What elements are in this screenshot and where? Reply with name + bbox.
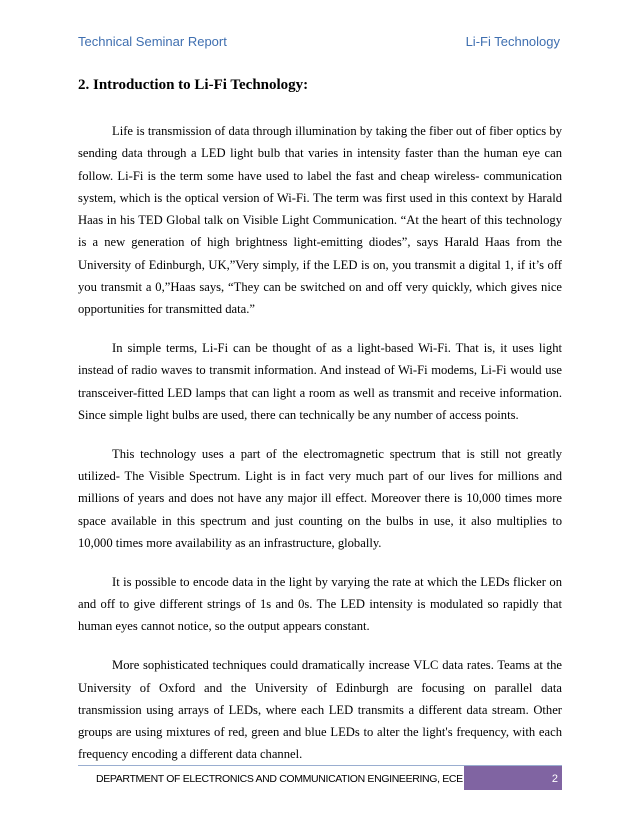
paragraph: Life is transmission of data through illumination by taking the fiber out of fiber optics by sending data through a LED light bulb that varies in intensity faster than the human eye can follow. Li-Fi is the term some have used to label the fast and cheap wireless- communication system, which is the optical version of Wi-Fi. The term was first used in this context by Harald Haas in his TED Global talk on Visible Light Communication. “At the heart of this technology is a new generation of high brightness light-emitting diodes”, says Harald Haas from the University of Edinburgh, UK,”Very simply, if the LED is on, you transmit a digital 1, if it’s off you transmit a 0,”Haas says, “They can be switched on and off very quickly, which gives nice opportunities for transmitted data.”	[78, 124, 562, 317]
page-number: 2	[551, 773, 558, 785]
header-report-title: Technical Seminar Report	[78, 34, 227, 49]
paragraph: It is possible to encode data in the light by varying the rate at which the LEDs flicker on and off to give different strings of 1s and 0s. The LED intensity is modulated so rapidly that human eyes cannot notice, so the output appears constant.	[78, 574, 562, 634]
paragraph: More sophisticated techniques could dramatically increase VLC data rates. Teams at the University of Oxford and the University of Edinburgh are focusing on parallel data transmission using arrays of LEDs, where each LED transmits a different data stream. Other groups are using mixtures of red, green and blue LEDs to alter the light's frequency, with each frequency encoding a different data channel.	[78, 658, 562, 762]
paragraph: This technology uses a part of the electromagnetic spectrum that is still not greatly utilized- The Visible Spectrum. Light is in fact very much part of our lives for millions and millions of years and does not have any major ill effect. Moreover there is 10,000 times more space available in this spectrum and just counting on the bulbs in use, it also multiplies to 10,000 times more availability as an infrastructure, globally.	[78, 446, 562, 551]
paragraph: In simple terms, Li-Fi can be thought of as a light-based Wi-Fi. That is, it uses light instead of radio waves to transmit information. And instead of Wi-Fi modems, Li-Fi would use transceiver-fitted LED lamps that can light a room as well as transmit and receive information. Since simple light bulbs are used, there can technically be any number of access points.	[78, 341, 562, 423]
header-topic: Li-Fi Technology	[465, 34, 560, 49]
section-heading: 2. Introduction to Li-Fi Technology:	[78, 77, 309, 93]
footer-department: DEPARTMENT OF ELECTRONICS AND COMMUNICATION ENGINEERING, ECE	[96, 773, 463, 785]
body-text	[78, 120, 562, 782]
